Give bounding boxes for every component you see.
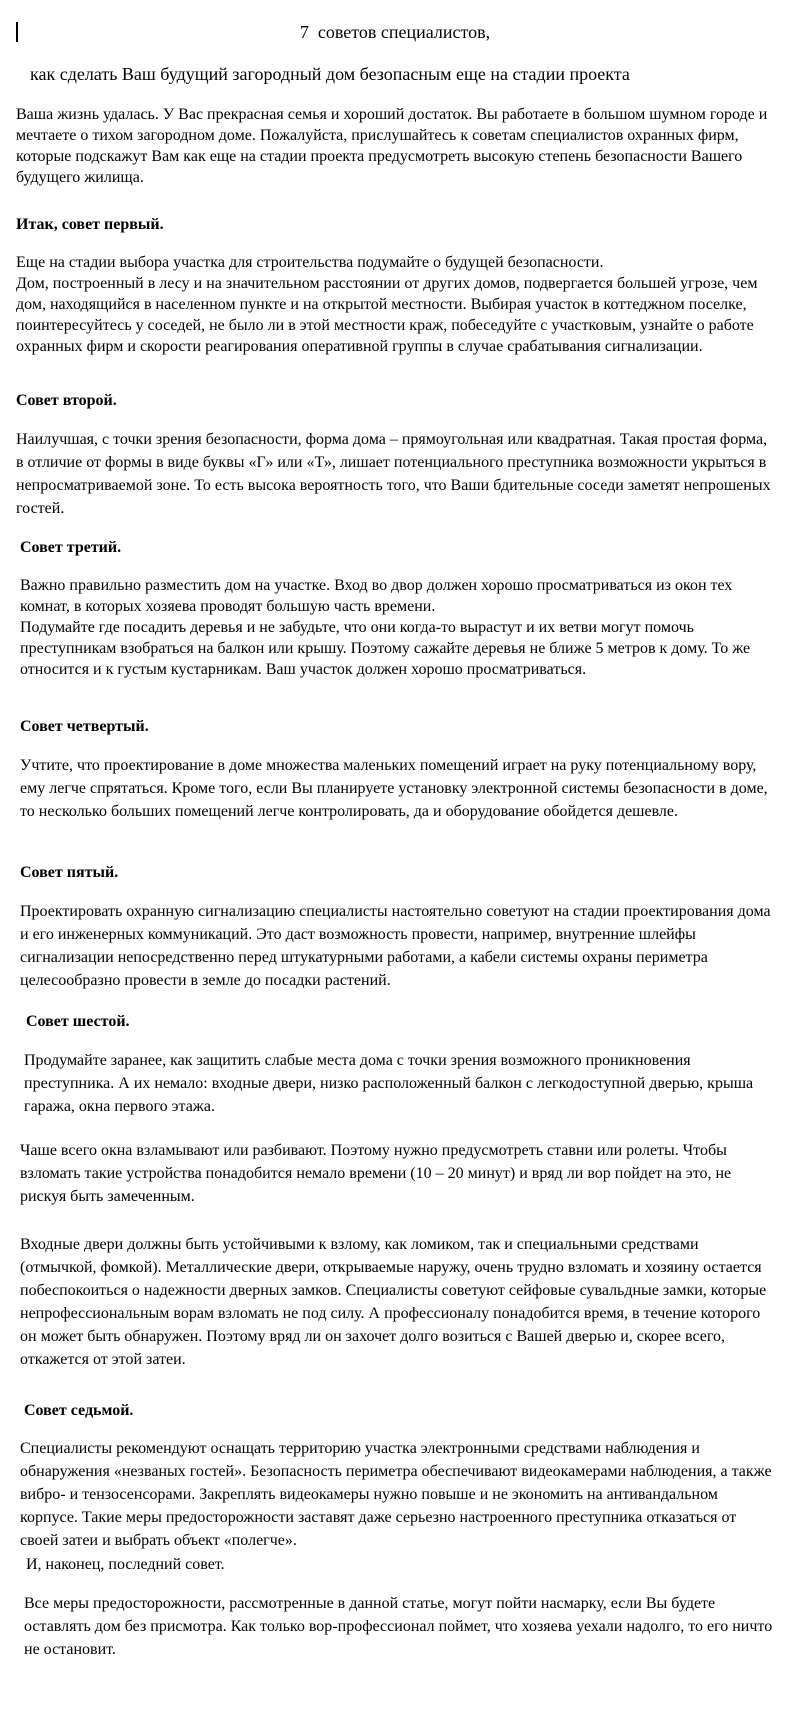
tip1-paragraph-1: Еще на стадии выбора участка для строительства подумайте о будущей безопасности. — [16, 254, 604, 271]
tip6-heading: Совет шестой. — [26, 1013, 130, 1030]
tip2-heading: Совет второй. — [16, 392, 117, 409]
tip7-paragraph: Специалисты рекомендуют оснащать территорию участка электронными средствами наблюдения и обнаружения «незваных гостей». Безопасность периметра обеспечивают видеокамерами наблюдения, а также вибро- и тензосенсорами. Закреплять видеокамеры нужно повыше и не экономить на антивандальном корпусе. Такие меры предосторожности заставят даже серьезно настроенного преступника отказаться от своей затеи и выбрать объект «полегче». — [20, 1440, 772, 1549]
tip1-body — [16, 252, 776, 357]
tip6-paragraph-1: Продумайте заранее, как защитить слабые места дома с точки зрения возможного проникновения преступника. А их немало: входные двери, низко расположенный балкон с легкодоступной дверью, крыша гаража, окна первого этажа. — [24, 1052, 754, 1115]
tip4-paragraph: Учтите, что проектирование в доме множества маленьких помещений играет на руку потенциальному вору, ему легче спрятаться. Кроме того, если Вы планируете установку электронной системы безопасности в доме, то несколько больших помещений легче контролировать, да и оборудование обойдется дешевле. — [20, 757, 768, 820]
tip5-paragraph: Проектировать охранную сигнализацию специалисты настоятельно советуют на стадии проектирования дома и его инженерных коммуникаций. Это даст возможность провести, например, внутренние шлейфы сигнализации непосредственно перед штукатурными работами, а кабели системы охраны периметра целесообразно провести в земле до посадки растений. — [20, 903, 771, 989]
tip1-paragraph-2: Дом, построенный в лесу и на значительном расстоянии от других домов, подвергается большей угрозе, чем дом, находящийся в населенном пункте и на открытой местности. Выбирая участок в коттеджном поселке, поинтересуйтесь у соседей, не было ли в этой местности краж, побеседуйте с участковым, узнайте о работе охранных фирм и скорости реагирования оперативной группы в случае срабатывания сигнализации. — [16, 275, 758, 355]
tip1-heading: Итак, совет первый. — [16, 216, 164, 233]
tip3-paragraph-2: Подумайте где посадить деревья и не забудьте, что они когда-то вырастут и их ветви могут помочь преступникам взобраться на балкон или крышу. Поэтому сажайте деревья не ближе 5 метров к дому. То же относится и к густым кустарникам. Ваш участок должен хорошо просматриваться. — [20, 619, 751, 678]
tip6-paragraph-3: Входные двери должны быть устойчивыми к взлому, как ломиком, так и специальными средствами (отмычкой, фомкой). Металлические двери, открываемые наружу, очень трудно взломать и хозяину остается побеспокоиться о надежности дверных замков. Специалисты советуют сейфовые сувальдные замки, которые непрофессиональным ворам взломать не под силу. А профессионалу понадобится время, в течение которого он может быть обнаружен. Поэтому вряд ли он захочет долго возиться с Вашей дверью и, скорее всего, откажется от этой затеи. — [20, 1236, 767, 1368]
final-heading: И, наконец, последний совет. — [26, 1556, 225, 1573]
tip2-paragraph: Наилучшая, с точки зрения безопасности, форма дома – прямоугольная или квадратная. Такая простая форма, в отличие от формы в виде буквы «Г» или «Т», лишает потенциального преступника возможности укрыться в непросматриваемой зоне. То есть высока вероятность того, что Ваши бдительные соседи заметят непрошеных гостей. — [16, 431, 771, 517]
final-paragraph: Все меры предосторожности, рассмотренные в данной статье, могут пойти насмарку, если Вы будете оставлять дом без присмотра. Как только вор-профессионал поймет, что хозяева уехали надолго, то его ничто не остановит. — [24, 1595, 773, 1658]
title-line-1: 7 советов специалистов, — [299, 22, 491, 42]
intro-paragraph: Ваша жизнь удалась. У Вас прекрасная семья и хороший достаток. Вы работаете в большом шумном городе и мечтаете о тихом загородном доме. Пожалуйста, прислушайтесь к советам специалистов охранных фирм, которые подскажут Вам как еще на стадии проекта предусмотреть высокую степень безопасности Вашего будущего жилища. — [16, 106, 768, 186]
tip4-heading: Совет четвертый. — [20, 718, 149, 735]
tip6-paragraph-2: Чаше всего окна взламывают или разбивают. Поэтому нужно предусмотреть ставни или ролеты. Чтобы взломать такие устройства понадобится немало времени (10 – 20 минут) и вряд ли вор пойдет на это, не рискуя быть замеченным. — [20, 1142, 732, 1205]
tip7-heading: Совет седьмой. — [24, 1402, 134, 1419]
title-line-2: как сделать Ваш будущий загородный дом безопасным еще на стадии проекта — [30, 64, 630, 84]
tip5-heading: Совет пятый. — [20, 864, 119, 881]
tip3-paragraph-1: Важно правильно разместить дом на участке. Вход во двор должен хорошо просматриваться из окон тех комнат, в которых хозяева проводят большую часть времени. — [20, 577, 733, 615]
tip3-body — [20, 575, 776, 680]
tip3-heading: Совет третий. — [20, 539, 122, 556]
